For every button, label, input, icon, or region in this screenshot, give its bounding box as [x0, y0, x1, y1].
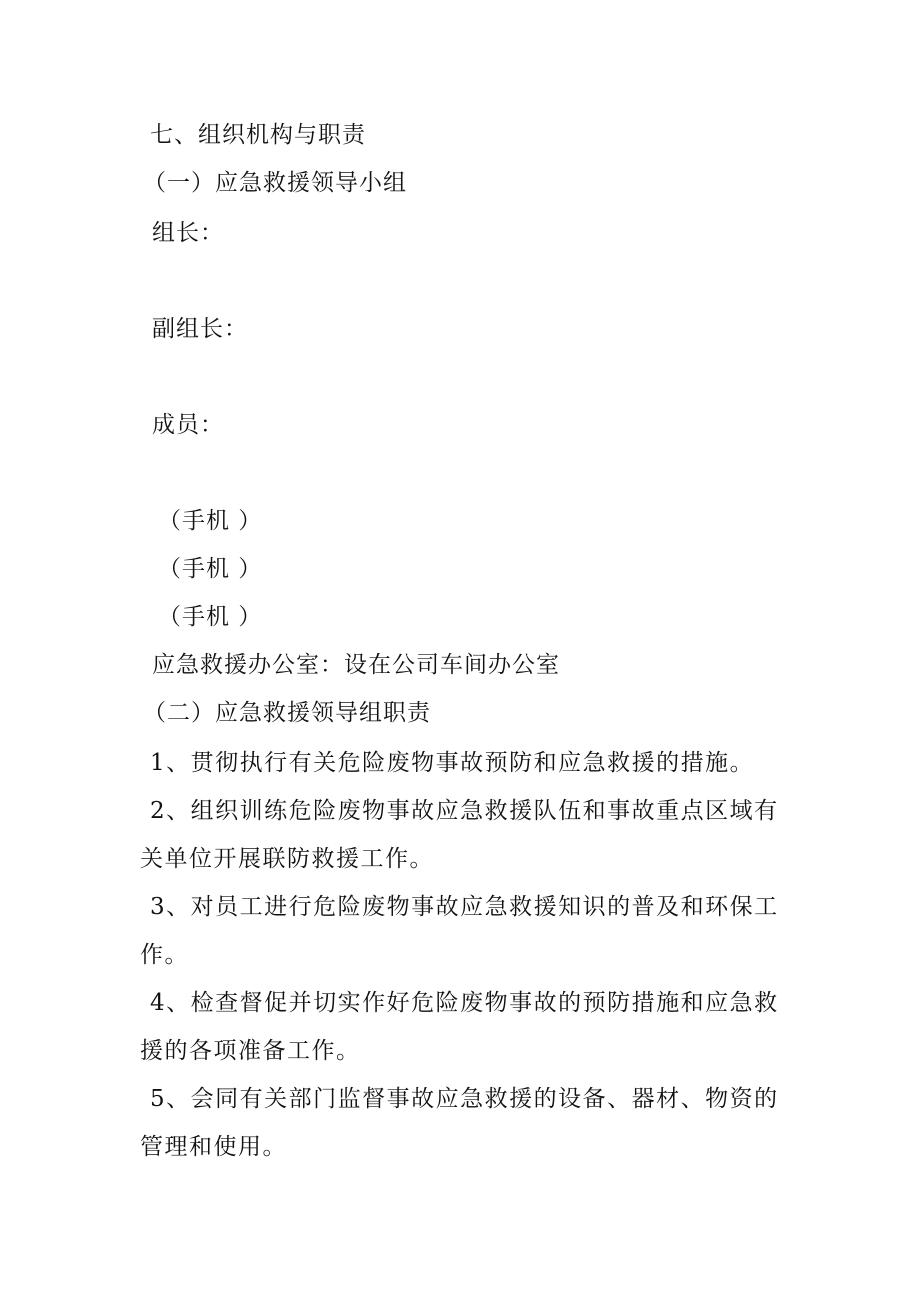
- section-heading: 七、组织机构与职责: [150, 122, 366, 148]
- phone-entry-1: （手机 ）: [158, 508, 263, 534]
- members-label: 成员：: [152, 412, 224, 438]
- phone-entry-2: （手机 ）: [158, 556, 263, 582]
- duty-item-4: 4、检查督促并切实作好危险废物事故的预防措施和应急救援的各项准备工作。: [140, 990, 779, 1064]
- duty-item-5: 5、会同有关部门监督事故应急救援的设备、器材、物资的管理和使用。: [140, 1086, 779, 1160]
- subheading-leadership-group: （一）应急救援领导小组: [143, 170, 407, 196]
- phone-entry-3: （手机 ）: [158, 604, 263, 630]
- emergency-office-line: 应急救援办公室：设在公司车间办公室: [152, 652, 560, 678]
- duty-item-2: 2、组织训练危险废物事故应急救援队伍和事故重点区域有关单位开展联防救援工作。: [140, 798, 779, 872]
- duty-item-1: 1、贯彻执行有关危险废物事故预防和应急救援的措施。: [150, 750, 755, 776]
- subheading-duties: （二）应急救援领导组职责: [143, 700, 431, 726]
- duty-item-3: 3、对员工进行危险废物事故应急救援知识的普及和环保工作。: [140, 894, 779, 968]
- leader-label: 组长：: [152, 220, 224, 246]
- deputy-leader-label: 副组长：: [152, 316, 248, 342]
